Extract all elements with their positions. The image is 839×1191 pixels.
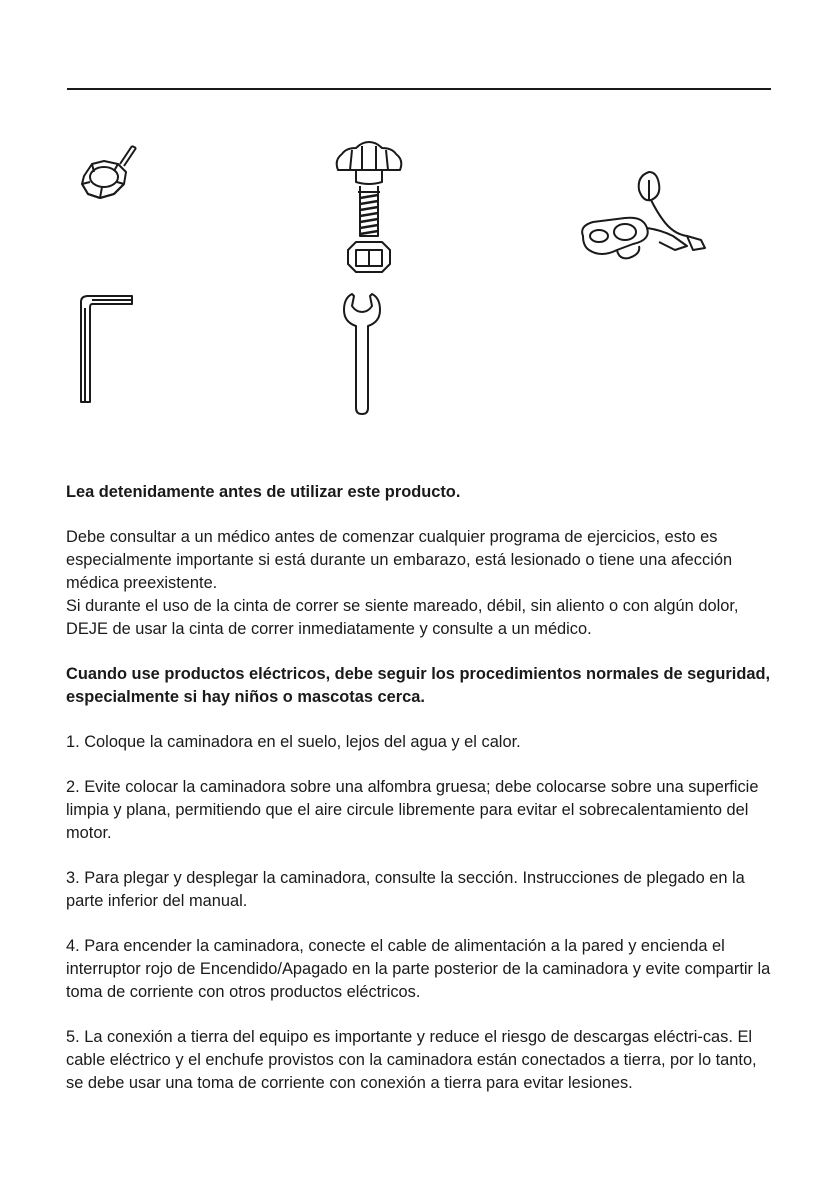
read-heading: Lea detenidamente antes de utilizar este producto. [66, 483, 461, 501]
list-item: 5. La conexión a tierra del equipo es importante y reduce el riesgo de descargas eléctri-cas. El cable eléctrico y el enchufe provistos con la caminadora están conectados a tierra, por lo tanto, se debe usar una toma de corriente con conexión a tierra para evitar lesiones. [66, 1028, 757, 1092]
safety-text [66, 481, 774, 1095]
star-knob-screw-nut-icon [332, 140, 406, 280]
list-item: 3. Para plegar y desplegar la caminadora, consulte la sección. Instrucciones de plegado en la parte inferior del manual. [66, 869, 745, 910]
knob-bolt-icon [74, 144, 144, 204]
paragraph: Si durante el uso de la cinta de correr se siente mareado, débil, sin aliento o con algún dolor, DEJE de usar la cinta de correr inmediatamente y consulte a un médico. [66, 597, 739, 638]
wrench-icon [342, 292, 382, 416]
header-rule [67, 88, 771, 90]
allen-key-icon [78, 294, 138, 406]
electric-heading: Cuando use productos eléctricos, debe seguir los procedimientos normales de seguridad, especialmente si hay niños o mascotas cerca. [66, 665, 771, 706]
list-item: 1. Coloque la caminadora en el suelo, lejos del agua y el calor. [66, 733, 521, 751]
list-item: 4. Para encender la caminadora, conecte el cable de alimentación a la pared y encienda el interruptor rojo de Encendido/Apagado en la parte posterior de la caminadora y evite compartir la toma de corriente con otros productos eléctricos. [66, 937, 771, 1001]
safety-key-clip-icon [577, 170, 717, 262]
list-item: 2. Evite colocar la caminadora sobre una alfombra gruesa; debe colocarse sobre una superficie limpia y plana, permitiendo que el aire circule libremente para evitar el sobrecalentamiento del motor. [66, 778, 759, 842]
paragraph: Debe consultar a un médico antes de comenzar cualquier programa de ejercicios, esto es especialmente importante si está durante un embarazo, está lesionado o tiene una afección médica preexistente. [66, 528, 733, 592]
